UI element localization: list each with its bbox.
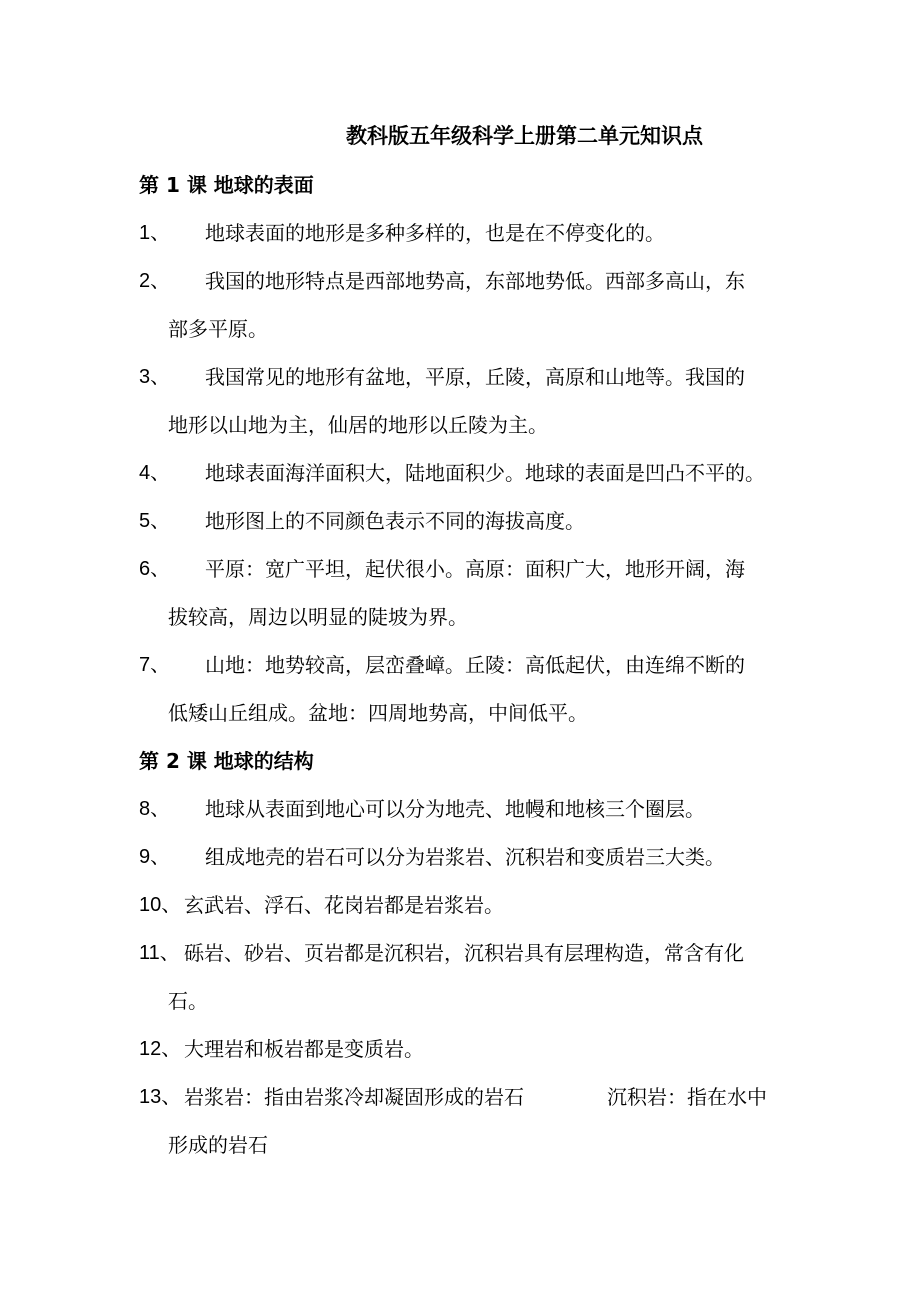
item-number: 5、 (139, 510, 171, 532)
item-text: 地形图上的不同颜色表示不同的海拔高度。 (205, 509, 585, 533)
item-number: 10、 (139, 894, 182, 916)
item-text: 我国常见的地形有盆地，平原，丘陵，高原和山地等。我国的 (205, 365, 745, 389)
item-text: 山地：地势较高，层峦叠嶂。丘陵：高低起伏，由连绵不断的 (205, 653, 745, 677)
item-text-continuation: 部多平原。 (168, 317, 268, 341)
item-number: 4、 (139, 462, 171, 484)
item-number: 11、 (139, 942, 180, 964)
item-text: 地球从表面到地心可以分为地壳、地幔和地核三个圈层。 (205, 797, 705, 821)
item-text-continuation: 拔较高，周边以明显的陡坡为界。 (168, 605, 468, 629)
item-text-continuation: 地形以山地为主，仙居的地形以丘陵为主。 (168, 413, 548, 437)
item-number: 1、 (139, 222, 171, 244)
item-text: 岩浆岩：指由岩浆冷却凝固形成的岩石 (184, 1085, 524, 1109)
item-text-continuation: 石。 (168, 989, 208, 1013)
item-text-continuation: 低矮山丘组成。盆地：四周地势高，中间低平。 (168, 701, 588, 725)
item-text: 砾岩、砂岩、页岩都是沉积岩，沉积岩具有层理构造，常含有化 (184, 941, 744, 965)
item-text-second-definition: 沉积岩：指在水中 (607, 1085, 767, 1109)
lesson-heading: 第 2 课 地球的结构 (139, 749, 314, 773)
item-text-continuation: 形成的岩石 (168, 1133, 268, 1157)
item-number: 3、 (139, 366, 171, 388)
item-text: 组成地壳的岩石可以分为岩浆岩、沉积岩和变质岩三大类。 (205, 845, 725, 869)
item-number: 12、 (139, 1038, 182, 1060)
item-text: 玄武岩、浮石、花岗岩都是岩浆岩。 (184, 893, 504, 917)
document-title: 教科版五年级科学上册第二单元知识点 (346, 124, 703, 148)
item-text: 平原：宽广平坦，起伏很小。高原：面积广大，地形开阔，海 (205, 557, 745, 581)
item-text: 我国的地形特点是西部地势高，东部地势低。西部多高山，东 (205, 269, 745, 293)
item-number: 6、 (139, 558, 171, 580)
item-text: 大理岩和板岩都是变质岩。 (184, 1037, 424, 1061)
item-text: 地球表面海洋面积大，陆地面积少。地球的表面是凹凸不平的。 (205, 461, 765, 485)
item-text: 地球表面的地形是多种多样的，也是在不停变化的。 (205, 221, 665, 245)
item-number: 13、 (139, 1086, 182, 1108)
lesson-heading: 第 1 课 地球的表面 (139, 173, 314, 197)
item-number: 9、 (139, 846, 171, 868)
item-number: 2、 (139, 270, 171, 292)
item-number: 7、 (139, 654, 171, 676)
item-number: 8、 (139, 798, 171, 820)
